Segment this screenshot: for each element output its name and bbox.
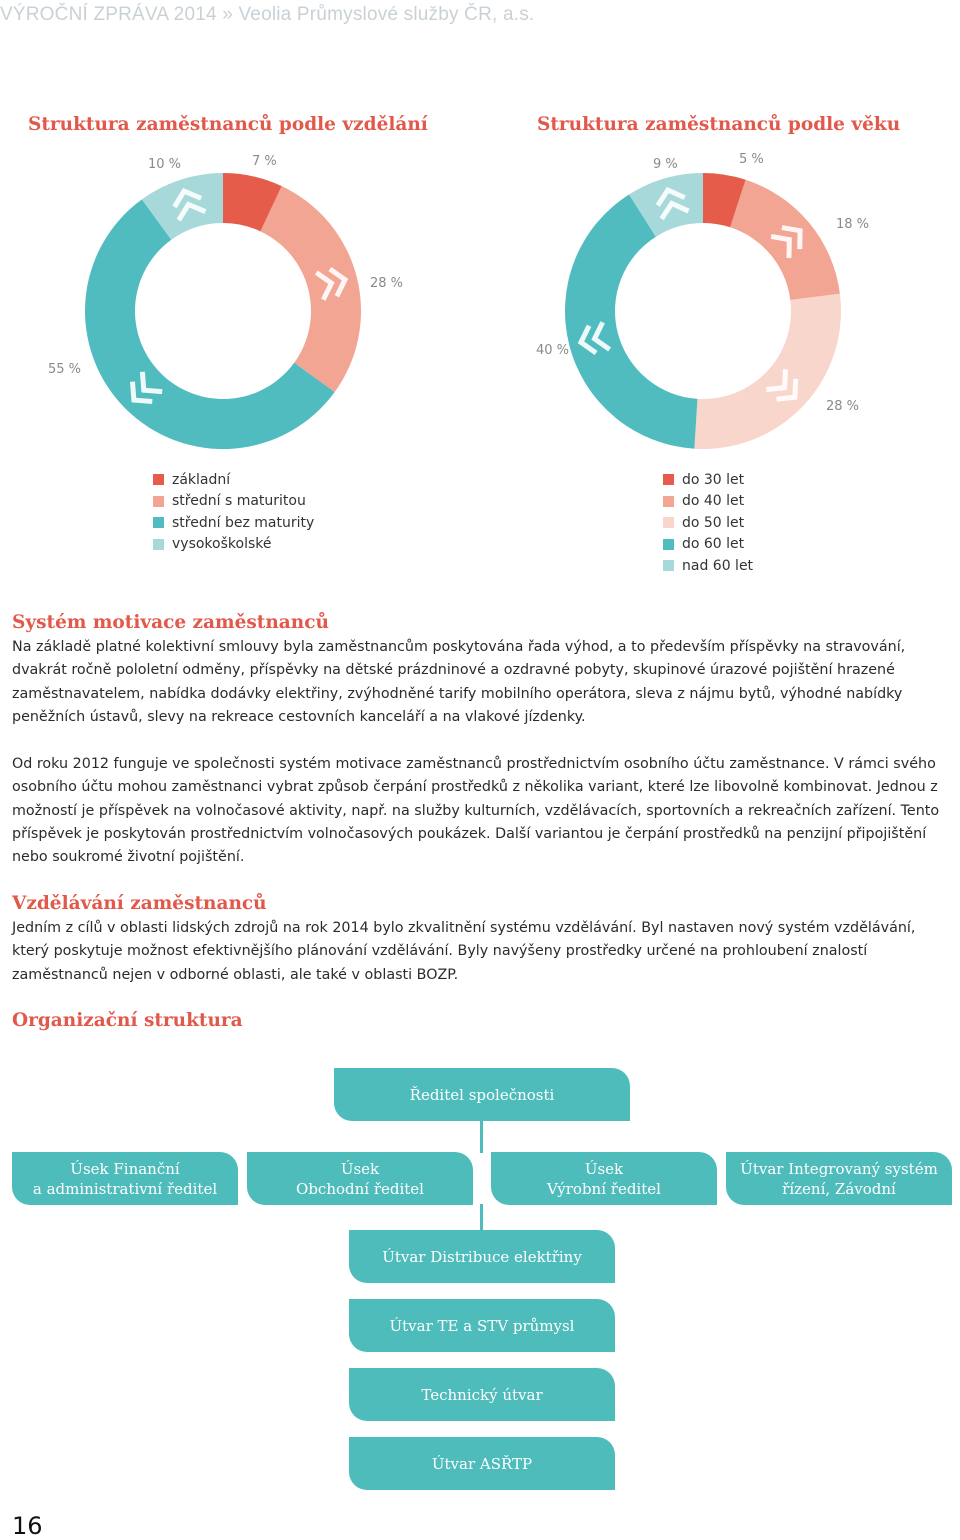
org-box-unit-technical — [349, 1368, 615, 1421]
legend-item — [663, 512, 753, 534]
age-label-do-30: 5 % — [739, 152, 764, 167]
org-box-director — [334, 1068, 630, 1121]
org-box-label: Ředitel společnosti — [409, 1085, 555, 1104]
org-box-label: Útvar Distribuce elektřiny — [382, 1247, 582, 1266]
motivation-paragraph-1: Na základě platné kolektivní smlouvy byla zaměstnancům poskytována řada výhod, a to především příspěvky na stravování, dvakrát ročně pololetní odměny, příspěvky na dětské prázdninové a ozdravné pobyty, skupinové úrazové pojištění hrazené zaměstnavatelem, nabídka dodávky elektřiny, zvýhodněné tarify mobilního operátora, sleva z nájmu bytů, výhodné nabídky peněžních ústavů, slevy na rekreace cestovních kanceláří a na vlakové jízdenky. — [12, 639, 906, 725]
org-connector — [480, 1204, 483, 1230]
education-slice-1 — [260, 186, 361, 392]
age-legend — [663, 469, 753, 577]
legend-label: do 40 let — [682, 493, 745, 510]
legend-swatch — [663, 496, 674, 507]
legend-swatch — [153, 496, 164, 507]
education-label-zakladni: 7 % — [252, 154, 277, 169]
org-box-line: Úsek — [584, 1159, 624, 1178]
org-box-label: Technický útvar — [421, 1385, 543, 1404]
legend-item — [663, 491, 753, 513]
org-box-label: Útvar TE a STV průmysl — [389, 1316, 575, 1335]
legend-swatch — [663, 517, 674, 528]
section-heading-motivation: Systém motivace zaměstnanců — [12, 612, 329, 633]
org-box-label: Útvar ASŘTP — [431, 1454, 533, 1473]
org-connector — [480, 1119, 483, 1153]
legend-swatch — [153, 474, 164, 485]
age-label-do-50: 28 % — [826, 399, 860, 414]
legend-label: do 60 let — [682, 536, 745, 553]
org-box-line: Útvar Integrovaný systém — [740, 1159, 938, 1178]
legend-item — [153, 512, 314, 534]
org-box-unit-te-stv — [349, 1299, 615, 1352]
legend-label: vysokoškolské — [172, 536, 272, 553]
running-head: VÝROČNÍ ZPRÁVA 2014 » Veolia Průmyslové služby ČR, a.s. — [0, 4, 535, 25]
legend-swatch — [153, 517, 164, 528]
org-box-line: a administrativní ředitel — [32, 1179, 218, 1198]
age-label-do-60: 40 % — [536, 343, 570, 358]
motivation-paragraph-2: Od roku 2012 funguje ve společnosti systém motivace zaměstnanců prostřednictvím osobního účtu zaměstnance. V rámci svého osobního účtu mohou zaměstnanci vybrat způsob čerpání prostředků z několika variant, které lze libovolně kombinovat. Jednou z možností je příspěvek na volnočasové aktivity, např. na služby kulturních, vzdělávacích, sportovních a rekreačních zařízení. Tento příspěvek je poskytován prostřednictvím volnočasových poukázek. Další variantou je čerpání prostředků na penzijní připojištění nebo soukromé životní pojištění. — [12, 756, 940, 866]
legend-item — [153, 534, 314, 556]
org-box-unit-electricity — [349, 1230, 615, 1283]
org-box-production — [491, 1152, 717, 1205]
legend-label: nad 60 let — [682, 557, 754, 574]
legend-item — [153, 469, 314, 491]
legend-swatch — [663, 474, 674, 485]
legend-label: základní — [172, 471, 231, 488]
age-donut-chart — [480, 140, 960, 470]
legend-swatch — [153, 539, 164, 550]
legend-swatch — [663, 539, 674, 550]
age-slice-2 — [694, 294, 841, 449]
org-box-line: Úsek — [340, 1159, 380, 1178]
age-label-do-40: 18 % — [836, 217, 870, 232]
org-box-unit-asrtp — [349, 1437, 615, 1490]
legend-label: střední bez maturity — [172, 514, 315, 531]
legend-item — [663, 555, 753, 577]
legend-label: do 30 let — [682, 471, 745, 488]
page-number: 16 — [12, 1512, 43, 1540]
org-box-line: řízení, Závodní — [782, 1179, 896, 1198]
org-box-line: Úsek Finanční — [70, 1159, 180, 1178]
education-label-vysokoskolske: 10 % — [148, 157, 182, 172]
section-heading-education: Vzdělávání zaměstnanců — [12, 893, 267, 914]
education-donut-chart — [0, 140, 480, 470]
education-label-stredni-bez-maturity: 55 % — [48, 362, 82, 377]
legend-item — [663, 469, 753, 491]
chart-title-education: Struktura zaměstnanců podle vzdělání — [28, 114, 428, 135]
age-label-nad-60: 9 % — [653, 157, 678, 172]
legend-label: do 50 let — [682, 514, 745, 531]
education-label-stredni-s-maturitou: 28 % — [370, 276, 404, 291]
age-slice-3 — [565, 194, 697, 448]
education-paragraph: Jedním z cílů v oblasti lidských zdrojů na rok 2014 bylo zkvalitnění systému vzdělávání. Byl nastaven nový systém vzdělávání, který poskytuje možnost efektivnějšího plánování vzdělávání. Byly navýšeny prostředky určené na prohloubení znalostí zaměstnanců nejen v odborné oblasti, ale také v oblasti BOZP. — [12, 920, 916, 983]
legend-item — [153, 491, 314, 513]
education-legend — [153, 469, 314, 555]
legend-swatch — [663, 560, 674, 571]
org-box-line: Obchodní ředitel — [296, 1179, 424, 1198]
section-heading-org: Organizační struktura — [12, 1010, 243, 1031]
chart-title-age: Struktura zaměstnanců podle věku — [537, 114, 901, 135]
legend-label: střední s maturitou — [172, 493, 306, 510]
org-box-line: Výrobní ředitel — [547, 1179, 661, 1198]
org-box-sales — [247, 1152, 473, 1205]
org-box-finance — [12, 1152, 238, 1205]
legend-item — [663, 534, 753, 556]
org-box-integrated — [726, 1152, 952, 1205]
